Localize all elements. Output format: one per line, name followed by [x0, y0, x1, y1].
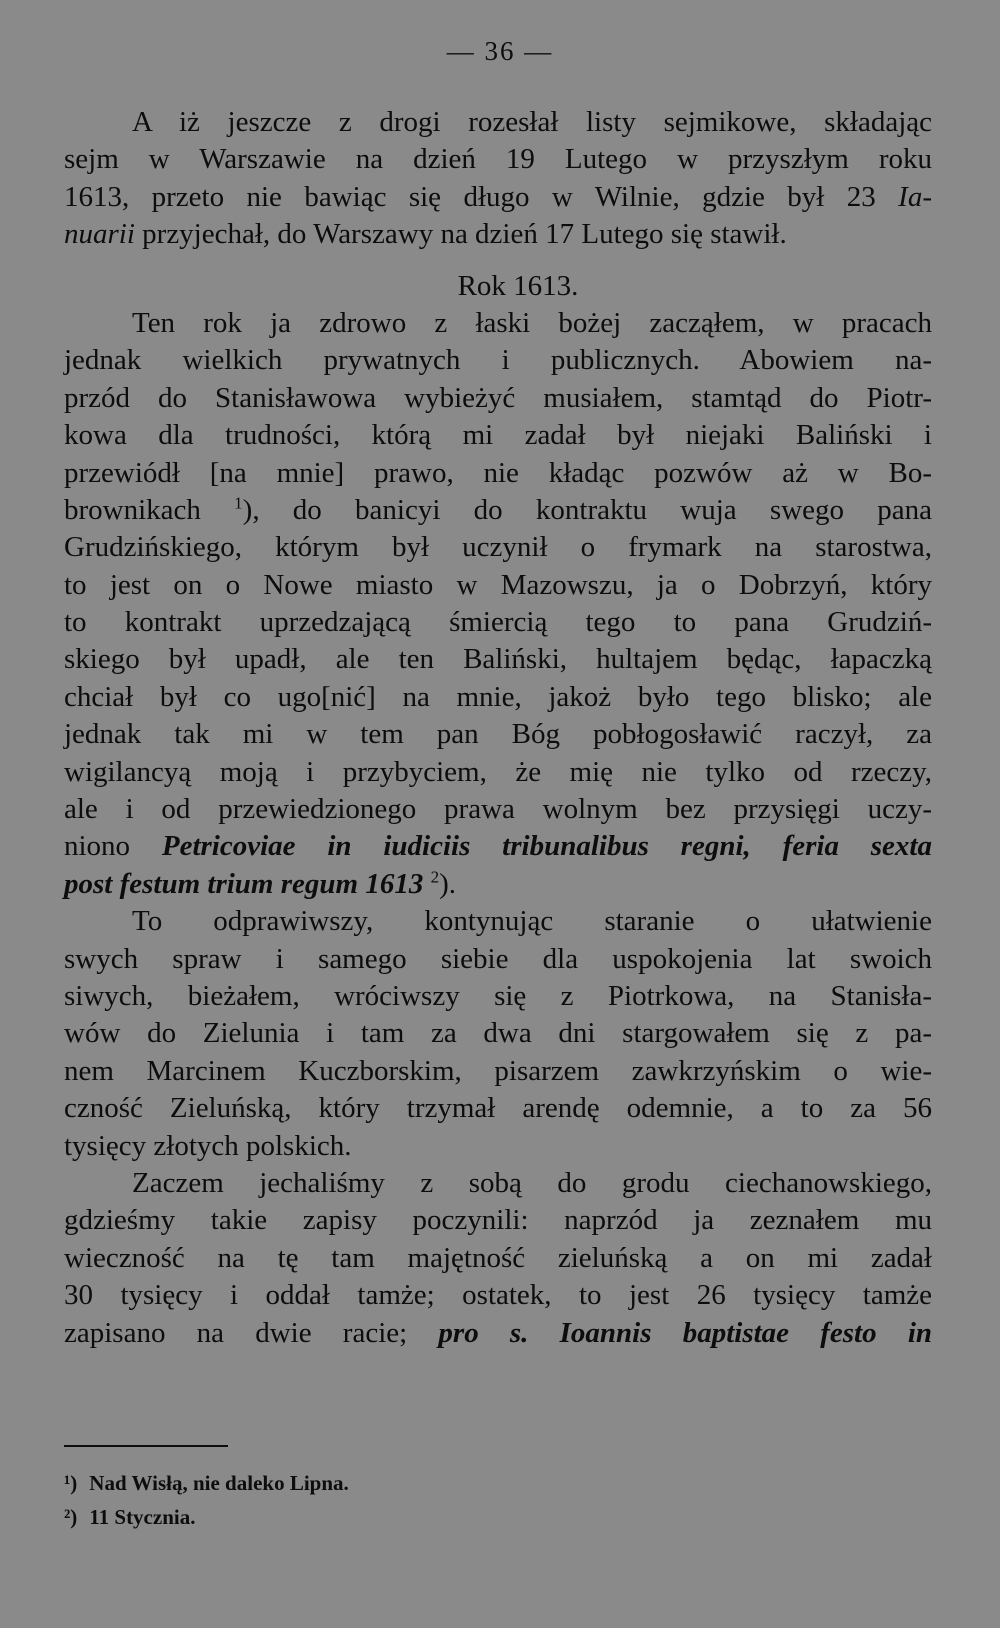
text-run: zapisano na dwie racie; — [64, 1316, 439, 1349]
text-line: chciał był co ugo[nić] na mnie, jakoż było tego blisko; ale — [64, 680, 932, 713]
text-run: niono — [64, 830, 162, 863]
text-run: 1613, przeto nie bawiąc się długo w Wilnie, gdzie był 23 — [64, 180, 876, 213]
italic-text: Ia- — [898, 180, 932, 213]
footnote-text: Nad Wisłą, nie daleko Lipna. — [89, 1471, 349, 1495]
text-line: 30 tysięcy i oddał tamże; ostatek, to jest 26 tysięcy tamże — [64, 1279, 932, 1312]
text-line: przewiódł [na mnie] prawo, nie kładąc pozwów aż w Bo- — [64, 456, 932, 489]
text-line: ale i od przewiedzionego prawa wolnym bez przysięgi uczy- — [64, 793, 932, 826]
text-line: wigilancyą moją i przybyciem, że mię nie tylko od rzeczy, — [64, 755, 932, 788]
text-line: swych spraw i samego siebie dla uspokojenia lat swoich — [64, 942, 932, 975]
text-line: tysięcy złotych polskich. — [64, 1129, 352, 1162]
footnote — [64, 1500, 932, 1534]
latin-italic-text: post festum trium regum 1613 — [64, 867, 431, 900]
text-line: A iż jeszcze z drogi rozesłał listy sejmikowe, składając — [132, 106, 932, 138]
text-line: Zaczem jechaliśmy z sobą do grodu ciechanowskiego, — [132, 1166, 932, 1199]
text-run: ). — [439, 867, 456, 900]
footnote-mark: ²) — [64, 1505, 78, 1529]
text-line — [64, 179, 932, 216]
text-line: Grudzińskiego, którym był uczynił o frymark na starostwa, — [64, 531, 932, 564]
text-line: gdzieśmy takie zapisy poczynili: naprzód ja zeznałem mu — [64, 1204, 932, 1237]
text-line: To odprawiwszy, kontynując staranie o ułatwienie — [132, 905, 932, 938]
text-line — [64, 1315, 932, 1352]
text-line: Ten rok ja zdrowo z łaski bożej zacząłem, w pracach — [132, 306, 932, 339]
page-number: — 36 — — [446, 36, 554, 66]
footnotes — [64, 1466, 932, 1534]
latin-italic-text: Petricoviae in iudiciis tribunalibus regni, feria sexta — [161, 830, 932, 863]
italic-text: nuarii — [64, 218, 135, 251]
text-line: jednak wielkich prywatnych i publicznych. Abowiem na- — [64, 344, 932, 377]
text-line: nem Marcinem Kuczborskim, pisarzem zawkrzyńskim o wie- — [64, 1054, 932, 1087]
footnote — [64, 1466, 932, 1500]
footnote-text: 11 Stycznia. — [89, 1505, 196, 1529]
paragraph — [64, 903, 932, 1165]
text-line: skiego był upadł, ale ten Baliński, hultajem będąc, łapaczką — [64, 643, 932, 676]
text-line: kowa dla trudności, którą mi zadał był niejaki Baliński i — [64, 419, 932, 452]
main-text — [64, 104, 932, 1352]
paragraph — [64, 104, 932, 254]
text-line: jednak tak mi w tem pan Bóg pobłogosławić raczył, za — [64, 718, 932, 751]
footnote-ref: 2 — [430, 867, 440, 887]
text-line: wów do Zielunia i tam za dwa dni stargowałem się z pa- — [64, 1017, 932, 1050]
text-line: to kontrakt uprzedzającą śmiercią tego to pana Grudziń- — [64, 606, 932, 639]
paragraph — [64, 1165, 932, 1352]
footnote-mark: ¹) — [64, 1471, 78, 1495]
text-run: przyjechał, do Warszawy na dzień 17 Lutego się stawił. — [134, 218, 787, 251]
text-line — [64, 492, 932, 529]
text-line: siwych, bieżałem, wróciwszy się z Piotrkowa, na Stanisła- — [64, 979, 932, 1012]
footnote-divider — [64, 1445, 228, 1447]
text-line: przód do Stanisławowa wybieżyć musiałem, stamtąd do Piotr- — [64, 381, 932, 414]
text-line — [64, 216, 932, 253]
text-line: sejm w Warszawie na dzień 19 Lutego w przyszłym roku — [64, 143, 932, 176]
paragraph — [64, 305, 932, 903]
text-line — [64, 866, 932, 903]
text-line: wieczność na tę tam majętność zieluńską a on mi zadał — [64, 1241, 932, 1274]
text-run: brownikach — [64, 493, 235, 526]
text-line: to jest on o Nowe miasto w Mazowszu, ja o Dobrzyń, który — [64, 568, 932, 601]
footnote-ref: 1 — [234, 493, 243, 513]
latin-italic-text: pro s. Ioannis baptistae festo in — [438, 1316, 933, 1349]
text-line — [64, 828, 932, 865]
year-heading: Rok 1613. — [457, 269, 579, 302]
text-run: ), do banicyi do kontraktu wuja swego pana — [242, 493, 933, 526]
text-line: czność Zieluńską, który trzymał arendę odemnie, a to za 56 — [64, 1092, 932, 1125]
